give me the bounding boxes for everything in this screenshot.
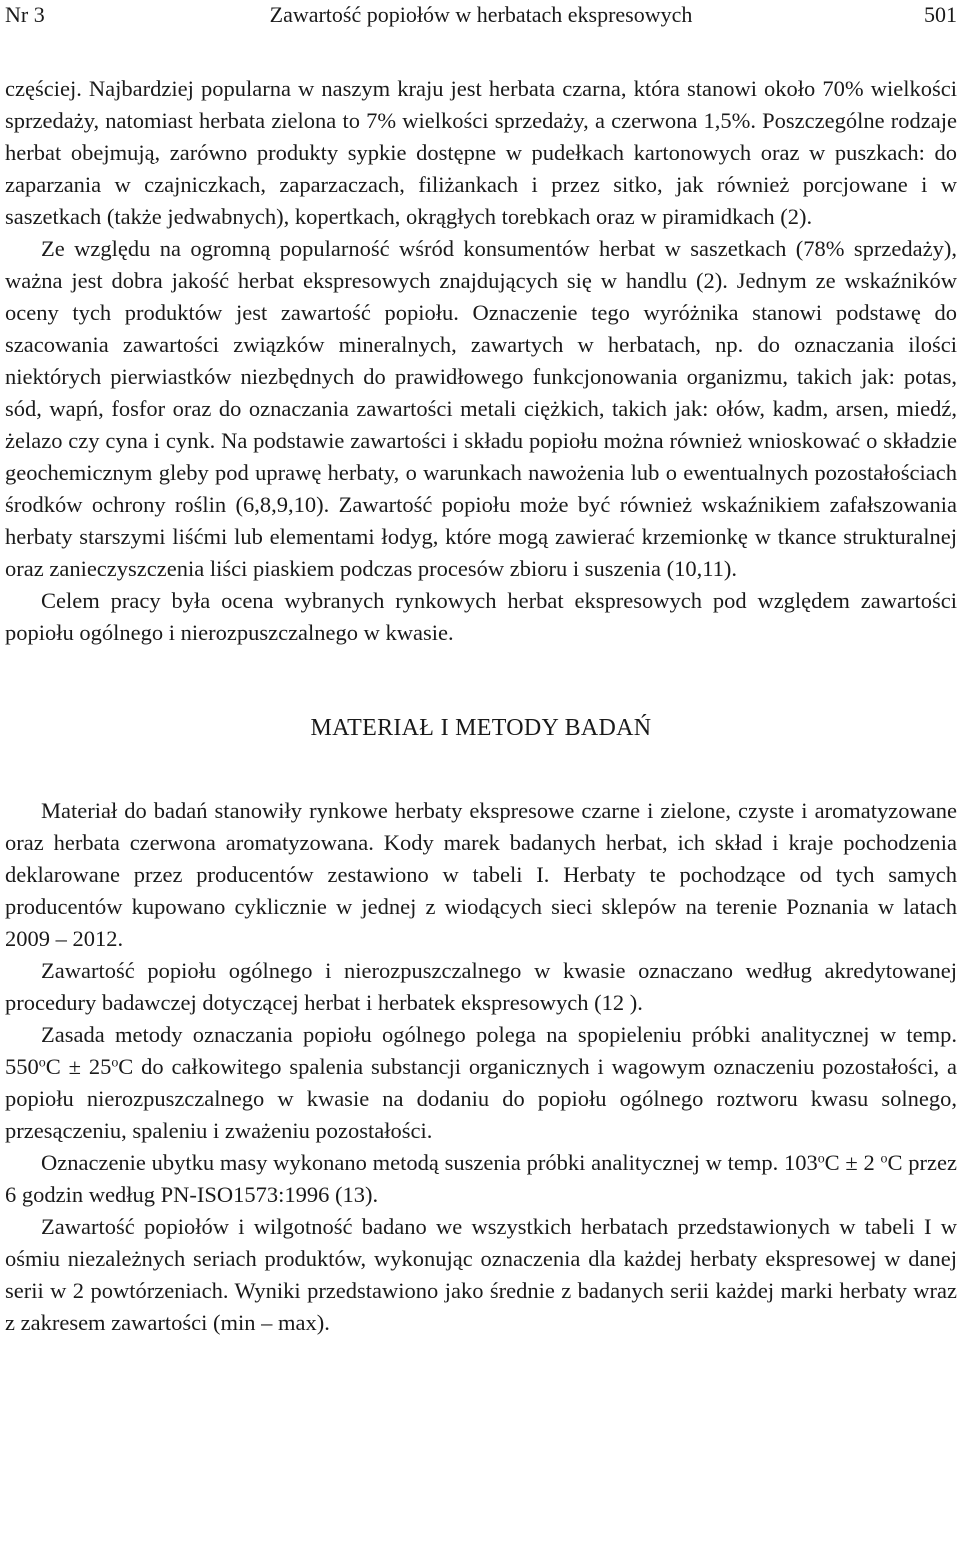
paragraph-material: Materiał do badań stanowiły rynkowe herbaty ekspresowe czarne i zielone, czyste i aromatyzowane oraz herbata czerwona aromatyzowana. Kody marek badanych herbat, ich skład i kraje pochodzenia deklarowane przez producentów zestawiono w tabeli I. Herbaty te pochodzące od tych samych producentów kupowano cyklicznie w jednej z wiodących sieci sklepów na terenie Poznania w latach 2009 – 2012.	[5, 798, 957, 951]
paragraph-mass-loss: Oznaczenie ubytku masy wykonano metodą suszenia próbki analitycznej w temp. $103^oC \pm 2$ $^o$C przez 6 godzin według PN-ISO1573:1996 (13).	[5, 1150, 957, 1207]
article-body	[5, 73, 957, 1339]
document-page	[5, 0, 957, 1339]
paragraph-popularity: Ze względu na ogromną popularność wśród konsumentów herbat w saszetkach (78% sprzedaży), ważna jest dobra jakość herbat ekspresowych znajdujących się w handlu (2). Jednym ze wskaźników oceny tych produktów jest zawartość popiołu. Oznaczenie tego wyróżnika stanowi podstawę do szacowania zawartości związków mineralnych, zawartych w herbatach, np. do oznaczania ilości niektórych pierwiastków niezbędnych do prawidłowego funkcjonowania organizmu, takich jak: potas, sód, wapń, fosfor oraz do oznaczania zawartości metali ciężkich, takich jak: ołów, kadm, arsen, miedź, żelazo czy cyna i cynk. Na podstawie zawartości i składu popiołu można również wnioskować o składzie geochemicznym gleby pod uprawę herbaty, o warunkach nawożenia lub o ewentualnych pozostałościach środków ochrony roślin (6,8,9,10). Zawartość popiołu może być również wskaźnikiem zafałszowania herbaty starszymi liśćmi lub elementami łodyg, które mogą zawierać krzemionkę w tkance strukturalnej oraz zanieczyszczenia liści piaskiem podczas procesów zbioru i suszenia (10,11).	[5, 236, 957, 581]
running-header	[5, 0, 957, 32]
paragraph-continued: częściej. Najbardziej popularna w naszym kraju jest herbata czarna, która stanowi około 70% wielkości sprzedaży, natomiast herbata zielona to 7% wielkości sprzedaży, a czerwona 1,5%. Poszczególne rodzaje herbat obejmują, zarówno produkty sypkie dostępne w pudełkach kartonowych oraz w puszkach: do zaparzania w czajniczkach, zaparzaczach, filiżankach i przez sitko, jak również porcjowane i w saszetkach (także jedwabnych), kopertkach, okrągłych torebkach oraz w piramidkach (2).	[5, 76, 957, 229]
paragraph-procedure: Zawartość popiołu ogólnego i nierozpuszczalnego w kwasie oznaczano według akredytowanej procedury badawczej dotyczącej herbat i herbatek ekspresowych (12 ).	[5, 958, 957, 1015]
running-title: Zawartość popiołów w herbatach ekspresowych	[269, 2, 693, 27]
section-heading-materials-methods: MATERIAŁ I METODY BADAŃ	[310, 715, 652, 741]
paragraph-method-principle: Zasada metody oznaczania popiołu ogólnego polega na spopieleniu próbki analitycznej w temp. $550^oC \pm 25^oC$ do całkowitego spalenia substancji organicznych i wagowym oznaczeniu pozostałości, a popiołu nierozpuszczalnego w kwasie na dodaniu do popiołu ogólnego roztworu kwasu solnego, przesączeniu, spaleniu i zważeniu pozostałości.	[5, 1022, 958, 1143]
journal-issue-number: Nr 3	[5, 2, 45, 27]
page-number: 501	[924, 2, 957, 27]
paragraph-aim: Celem pracy była ocena wybranych rynkowych herbat ekspresowych pod względem zawartości popiołu ogólnego i nierozpuszczalnego w kwasie.	[5, 588, 957, 645]
paragraph-results-presentation: Zawartość popiołów i wilgotność badano we wszystkich herbatach przedstawionych w tabeli I w ośmiu niezależnych seriach produktów, wykonując oznaczenia dla każdej herbaty ekspresowej w danej serii w 2 powtórzeniach. Wyniki przedstawiono jako średnie z badanych serii każdej marki herbaty wraz z zakresem zawartości (min – max).	[5, 1214, 957, 1335]
